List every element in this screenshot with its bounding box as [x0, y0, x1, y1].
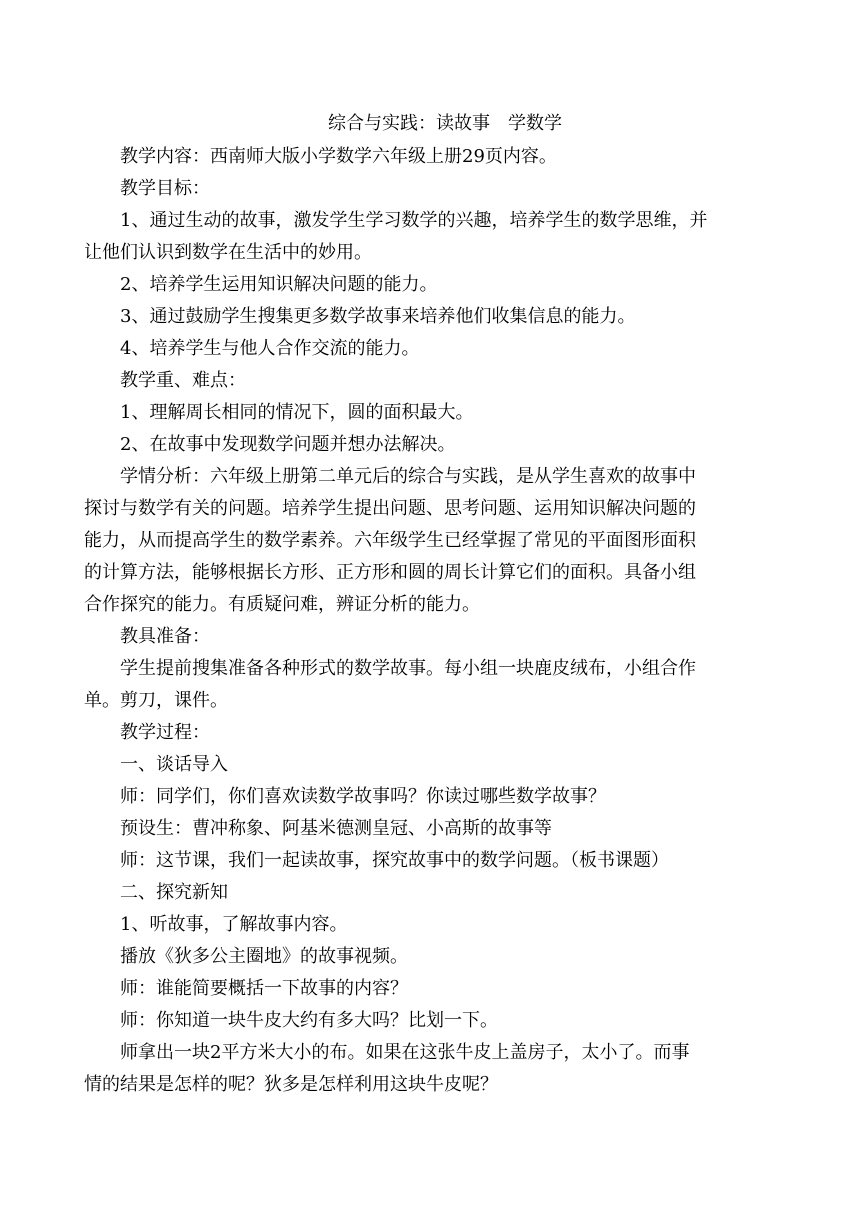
text-line: 能力，从而提高学生的数学素养。六年级学生已经掌握了常见的平面图形面积 — [84, 530, 696, 551]
text-line: 1、听故事，了解故事内容。 — [120, 914, 348, 935]
paragraph — [84, 813, 780, 845]
text-line: 一、谈话导入 — [120, 754, 228, 775]
text-line: 播放《狄多公主圈地》的故事视频。 — [120, 946, 408, 967]
text-line: 教学内容：西南师大版小学数学六年级上册29页内容。 — [120, 146, 557, 167]
text-line: 2、培养学生运用知识解决问题的能力。 — [120, 274, 438, 295]
text-line: 师拿出一块2平方米大小的布。如果在这张牛皮上盖房子，太小了。而事 — [120, 1042, 690, 1063]
paragraph — [84, 397, 780, 429]
text-line: 学生提前搜集准备各种形式的数学故事。每小组一块鹿皮绒布，小组合作 — [120, 658, 696, 679]
paragraph — [84, 1037, 780, 1101]
paragraph — [84, 877, 780, 909]
paragraph — [84, 429, 780, 461]
text-line: 4、培养学生与他人合作交流的能力。 — [120, 338, 420, 359]
paragraph — [84, 653, 780, 717]
text-line: 让他们认识到数学在生活中的妙用。 — [84, 242, 372, 263]
paragraph — [84, 909, 780, 941]
paragraph — [84, 365, 780, 397]
paragraph — [84, 173, 780, 205]
paragraph — [84, 621, 780, 653]
paragraph — [84, 269, 780, 301]
document-title: 综合与实践：读故事 学数学 — [328, 113, 562, 134]
paragraph — [84, 333, 780, 365]
text-line: 1、理解周长相同的情况下，圆的面积最大。 — [120, 402, 474, 423]
text-line: 教学重、难点： — [120, 370, 246, 391]
paragraph — [84, 461, 780, 621]
paragraph — [84, 141, 780, 173]
text-line: 教学目标： — [120, 178, 210, 199]
text-line: 2、在故事中发现数学问题并想办法解决。 — [120, 434, 456, 455]
text-line: 师：你知道一块牛皮大约有多大吗？比划一下。 — [120, 1010, 498, 1031]
text-line: 学情分析：六年级上册第二单元后的综合与实践，是从学生喜欢的故事中 — [120, 466, 696, 487]
paragraph — [84, 1005, 780, 1037]
text-line: 师：谁能简要概括一下故事的内容？ — [120, 978, 408, 999]
text-line: 师：同学们，你们喜欢读数学故事吗？你读过哪些数学故事？ — [120, 786, 606, 807]
text-line: 3、通过鼓励学生搜集更多数学故事来培养他们收集信息的能力。 — [120, 306, 636, 327]
paragraph — [84, 973, 780, 1005]
paragraph — [84, 205, 780, 269]
text-line: 情的结果是怎样的呢？狄多是怎样利用这块牛皮呢？ — [84, 1074, 498, 1095]
paragraph — [84, 749, 780, 781]
text-line: 合作探究的能力。有质疑问难，辨证分析的能力。 — [84, 594, 480, 615]
text-line: 单。剪刀，课件。 — [84, 690, 228, 711]
text-line: 探讨与数学有关的问题。培养学生提出问题、思考问题、运用知识解决问题的 — [84, 498, 696, 519]
text-line: 的计算方法，能够根据长方形、正方形和圆的周长计算它们的面积。具备小组 — [84, 562, 696, 583]
text-line: 1、通过生动的故事，激发学生学习数学的兴趣，培养学生的数学思维，并 — [120, 210, 708, 231]
paragraph — [84, 781, 780, 813]
paragraph — [84, 941, 780, 973]
text-line: 师：这节课，我们一起读故事，探究故事中的数学问题。（板书课题） — [120, 850, 669, 871]
text-line: 教具准备： — [120, 626, 210, 647]
text-line: 教学过程： — [120, 722, 210, 743]
text-line: 预设生：曹冲称象、阿基米德测皇冠、小高斯的故事等 — [120, 818, 552, 839]
text-line: 二、探究新知 — [120, 882, 228, 903]
document-body — [84, 141, 780, 1101]
paragraph — [84, 845, 780, 877]
paragraph — [84, 717, 780, 749]
paragraph — [84, 301, 780, 333]
